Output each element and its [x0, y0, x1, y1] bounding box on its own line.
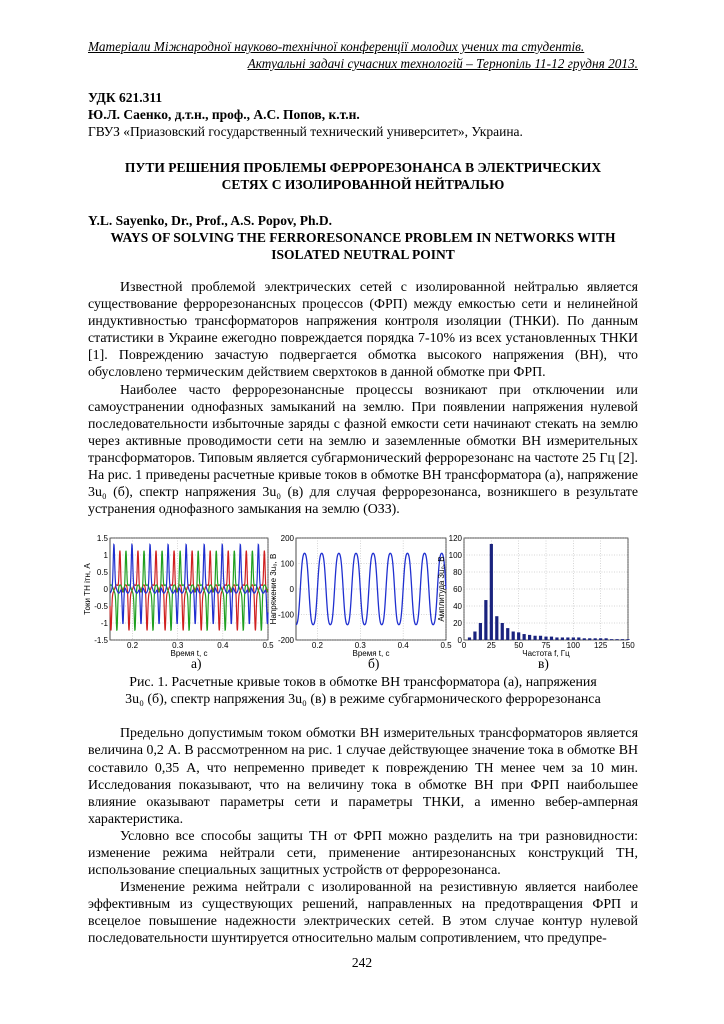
plot-b-ytick-label: -200 — [277, 636, 294, 646]
plot-c-xtick-label: 25 — [486, 641, 496, 651]
plot-c-ytick-label: 20 — [453, 619, 462, 629]
figure-caption — [88, 674, 638, 708]
page-body — [83, 38, 638, 948]
plot-c-bar — [490, 544, 493, 640]
plot-b-ytick-label: 100 — [280, 559, 294, 569]
plot-b-xlabel: Время t, с — [352, 649, 390, 659]
plot-c-xtick-label: 50 — [514, 641, 524, 651]
plot-b-ytick-label: 0 — [289, 585, 294, 595]
plot-b-xtick-label: 0.5 — [440, 641, 452, 651]
plot-c-xlabel: Частота f, Гц — [522, 649, 570, 659]
sublabel-c: в) — [538, 656, 549, 672]
plot-c-xtick-label: 150 — [621, 641, 635, 651]
plot-c-bar — [473, 632, 476, 641]
plot-c-bar — [501, 623, 504, 640]
conference-header-line2: Актуальні задачі сучасних технологій – Тернопіль 11-12 грудня 2013. — [247, 56, 638, 71]
plot-a-ytick-label: 0.5 — [96, 568, 108, 578]
plot-c-xtick-label: 0 — [461, 641, 467, 651]
plot-c-bar — [577, 638, 580, 641]
plot-c-ytick-label: 80 — [453, 568, 462, 578]
caption-line: Рис. 1. Расчетные кривые токов в обмотке ВН трансформатора (а), напряжения — [129, 675, 597, 691]
plot-c-ytick-label: 0 — [457, 636, 462, 646]
body-section-2 — [88, 725, 638, 947]
plot-c-bar — [550, 637, 553, 640]
title-en — [88, 229, 638, 263]
plot-c-bar — [523, 634, 526, 640]
title-ru-line: ПУТИ РЕШЕНИЯ ПРОБЛЕМЫ ФЕРРОРЕЗОНАНСА В ЭЛЕКТРИЧЕСКИХ — [124, 160, 602, 175]
plot-c-bar — [479, 623, 482, 640]
plot-c-xtick-label: 100 — [566, 641, 581, 651]
plot-c-ylabel: Амплитуда 3u₀, В — [437, 556, 446, 622]
plot-a-xtick-label: 0.2 — [127, 641, 139, 651]
plot-c-bar — [484, 600, 487, 640]
plot-c-bar — [605, 639, 608, 641]
plot-c-bar — [572, 638, 575, 641]
plot-c-bar — [555, 638, 558, 641]
conference-header-line1: Матеріали Міжнародної науково-технічної конференції молодих учених та студентів. — [88, 39, 585, 54]
udk-code: УДК 621.311 — [88, 90, 163, 105]
title-ru-line: СЕТЯХ С ИЗОЛИРОВАННОЙ НЕЙТРАЛЬЮ — [221, 177, 505, 192]
page-number: 242 — [351, 955, 373, 970]
plot-b-xtick-label: 0.2 — [311, 641, 323, 651]
plot-c-bar — [594, 639, 597, 641]
plot-a-ytick-label: 1 — [103, 551, 108, 561]
plot-c-bar — [528, 635, 531, 640]
sublabel-a: а) — [191, 656, 202, 672]
paragraph: Условно все способы защиты ТН от ФРП можно разделить на три разновидности: изменение режима нейтрали сети, применение антирезонансных конструкций ТН, использование специальных защитных устройств от феррорезонанса. — [88, 828, 638, 879]
plot-c-ytick-label: 40 — [453, 602, 462, 612]
plot-b-ytick-label: 200 — [280, 534, 294, 544]
plot-c-bar — [468, 638, 471, 641]
plot-b-xtick-label: 0.4 — [397, 641, 409, 651]
plot-a-ytick-label: -0.5 — [94, 602, 108, 612]
plot-a-xtick-label: 0.3 — [172, 641, 184, 651]
sublabel-b: б) — [368, 656, 380, 672]
paragraph: Наиболее часто феррорезонансные процессы возникают при отключении или самоустранении однофазных замыканий на землю. При появлении напряжения нулевой последовательности избыточные заряды с фазной емкости сети начинают стекать на землю через активные проводимости сети на землю и заземленные обмотки ВН измерительных трансформаторов. Типовым является субгармонический феррорезонанс на частоте 25 Гц [2]. На рис. 1 приведены расчетные кривые токов в обмотке ВН трансформатора (а), напряжение 3u₀ (б), спектр напряжения 3u₀ (в) для случая феррорезонанса, возникшего в результате устранения однофазного замыкания на землю (ОЗЗ). — [88, 382, 638, 518]
plot-c-ytick-label: 120 — [448, 534, 462, 544]
plot-c-xtick-label: 75 — [541, 641, 551, 651]
plot-c-bar — [615, 639, 618, 640]
plot-b-ytick-label: -100 — [277, 610, 294, 620]
plot-c-ytick-label: 60 — [453, 585, 462, 595]
title-ru — [88, 159, 638, 193]
plot-a-xtick-label: 0.5 — [262, 641, 274, 651]
figure-plots — [83, 532, 638, 672]
plot-c-bar — [626, 639, 629, 640]
plot-c-bar — [588, 639, 591, 641]
authors-ru: Ю.Л. Саенко, д.т.н., проф., А.С. Попов, к.т.н. — [88, 107, 360, 122]
plot-c-bar — [506, 628, 509, 640]
paragraph: Предельно допустимым током обмотки ВН измерительных трансформаторов является величина 0,2 А. В рассмотренном на рис. 1 случае действующее значение тока в обмотке ВН составило 0,35 А, что непременно приведет к повреждению ТН менее чем за 10 мин. Исследования показывают, что на величину тока в обмотке ВН при ФРП наибольшее влияние оказывают параметры сети и параметры ТНКИ, а именно вебер-амперная характеристика. — [88, 726, 638, 827]
affiliation: ГВУЗ «Приазовский государственный технический университет», Украина. — [88, 124, 523, 139]
plot-c-bar — [561, 638, 564, 641]
caption-line: 3u₀ (б), спектр напряжения 3u₀ (в) в режиме субгармонического феррорезонанса — [125, 692, 601, 708]
plot-a-ytick-label: -1 — [100, 619, 108, 629]
plot-c-bar — [517, 633, 520, 641]
plot-a-ytick-label: -1.5 — [94, 636, 108, 646]
title-en-line: WAYS OF SOLVING THE FERRORESONANCE PROBLEM IN NETWORKS WITH — [110, 230, 616, 245]
paragraph: Известной проблемой электрических сетей с изолированной нейтралью является существование феррорезонансных процессов (ФРП) между емкостью сети и нелинейной индуктивностью трансформаторов напряжения контроля изоляции (ТНКИ). По данным статистики в Украине ежегодно повреждается порядка 7-10% из всех установленных ТНКИ [1]. Повреждению зачастую подвергается обмотка высокого напряжения (ВН), что обусловлено термическим действием сверхтоков в данной обмотке при ФРП. — [88, 280, 638, 381]
plot-a-xlabel: Время t, с — [170, 649, 208, 659]
plot-c-ytick-label: 100 — [448, 551, 462, 561]
plot-c-bar — [533, 636, 536, 640]
plot-a-ytick-label: 1.5 — [96, 534, 108, 544]
plot-c-xtick-label: 125 — [593, 641, 608, 651]
plot-c-bar — [544, 637, 547, 640]
figure-1 — [83, 532, 638, 672]
plot-a-ytick-label: 0 — [103, 585, 108, 595]
plot-c-bar — [599, 639, 602, 641]
body-section-1 — [88, 279, 638, 518]
plot-c-bar — [512, 632, 515, 641]
plot-c-bar — [583, 639, 586, 641]
plot-a-ylabel: Токи ТН iтн, А — [83, 563, 92, 616]
title-en-line: ISOLATED NEUTRAL POINT — [271, 247, 455, 262]
authors-en: Y.L. Sayenko, Dr., Prof., A.S. Popov, Ph.D. — [88, 213, 333, 228]
plot-a-xtick-label: 0.4 — [217, 641, 229, 651]
plot-c-bar — [610, 639, 613, 640]
plot-c-bar — [495, 617, 498, 641]
plot-b-xtick-label: 0.3 — [354, 641, 366, 651]
plot-c-bar — [539, 636, 542, 640]
plot-b-ylabel: Напряжение 3u₀, В — [269, 554, 278, 625]
paragraph: Изменение режима нейтрали с изолированной на резистивную является наиболее эффективным из существующих решений, направленных на предотвращения ФРП и всецелое повышение надежности электрических сетей. В этом случае контур нулевой последовательности шунтируется относительно малым сопротивлением, что предупре- — [88, 880, 638, 947]
plot-c-bar — [621, 639, 624, 640]
plot-c-bar — [566, 638, 569, 641]
